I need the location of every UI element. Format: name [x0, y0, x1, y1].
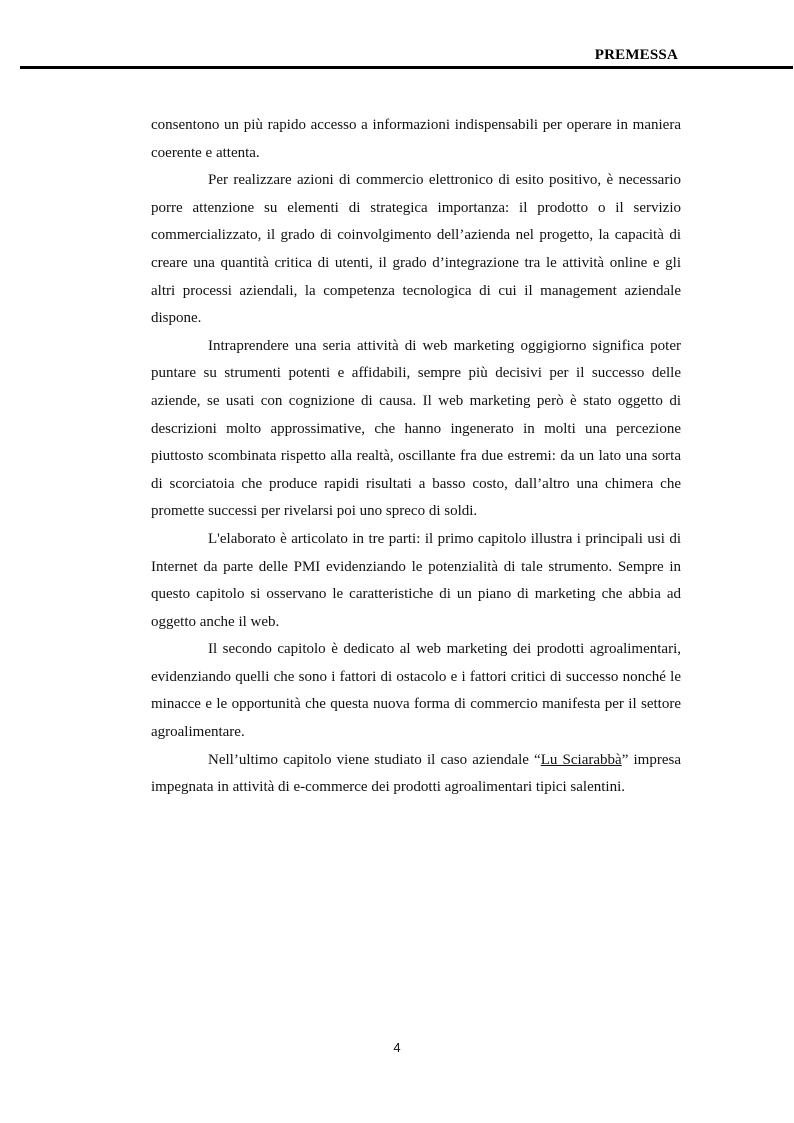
paragraph-6-text-start: Nell’ultimo capitolo viene studiato il caso aziendale “	[208, 751, 541, 768]
paragraph-2: Per realizzare azioni di commercio elettronico di esito positivo, è necessario porre attenzione su elementi di strategica importanza: il prodotto o il servizio commercializzato, il grado di coinvolgimento dell’azienda nel progetto, la capacità di creare una quantità critica di utenti, il grado d’integrazione tra le attività online e gli altri processi aziendali, la competenza tecnologica di cui il management aziendale dispone.	[151, 172, 681, 327]
paragraph-1: consentono un più rapido accesso a informazioni indispensabili per operare in maniera coerente e attenta.	[151, 117, 681, 161]
page-number: 4	[393, 1040, 401, 1055]
paragraph-6	[151, 747, 681, 802]
paragraph-3: Intraprendere una seria attività di web marketing oggigiorno significa poter puntare su strumenti potenti e affidabili, sempre più decisivi per il successo delle aziende, se usati con cognizione di causa. Il web marketing però è stato oggetto di descrizioni molto approssimative, che hanno ingenerato in molti una percezione piuttosto scombinata rispetto alla realtà, oscillante fra due estremi: da un lato una sorta di scorciatoia che produce rapidi risultati a basso costo, dall’altro una chimera che promette successi per rivelarsi poi uno spreco di soldi.	[151, 337, 681, 520]
running-header-title: PREMESSA	[594, 47, 678, 63]
header-rule	[20, 66, 793, 69]
paragraph-5: Il secondo capitolo è dedicato al web marketing dei prodotti agroalimentari, evidenziando quelli che sono i fattori di ostacolo e i fattori critici di successo nonché le minacce e le opportunità che questa nuova forma di commercio manifesta per il settore agroalimentare.	[151, 641, 681, 741]
paragraph-6-text-end: ” impresa impegnata in attività di e-commerce dei prodotti agroalimentari tipici salentini.	[151, 751, 681, 796]
body-text	[151, 112, 681, 802]
paragraph-4: L'elaborato è articolato in tre parti: il primo capitolo illustra i principali usi di Internet da parte delle PMI evidenziando le potenzialità di tale strumento. Sempre in questo capitolo si osservano le caratteristiche di un piano di marketing che abbia ad oggetto anche il web.	[151, 530, 681, 630]
company-name-link[interactable]: Lu Sciarabbà	[540, 751, 622, 768]
